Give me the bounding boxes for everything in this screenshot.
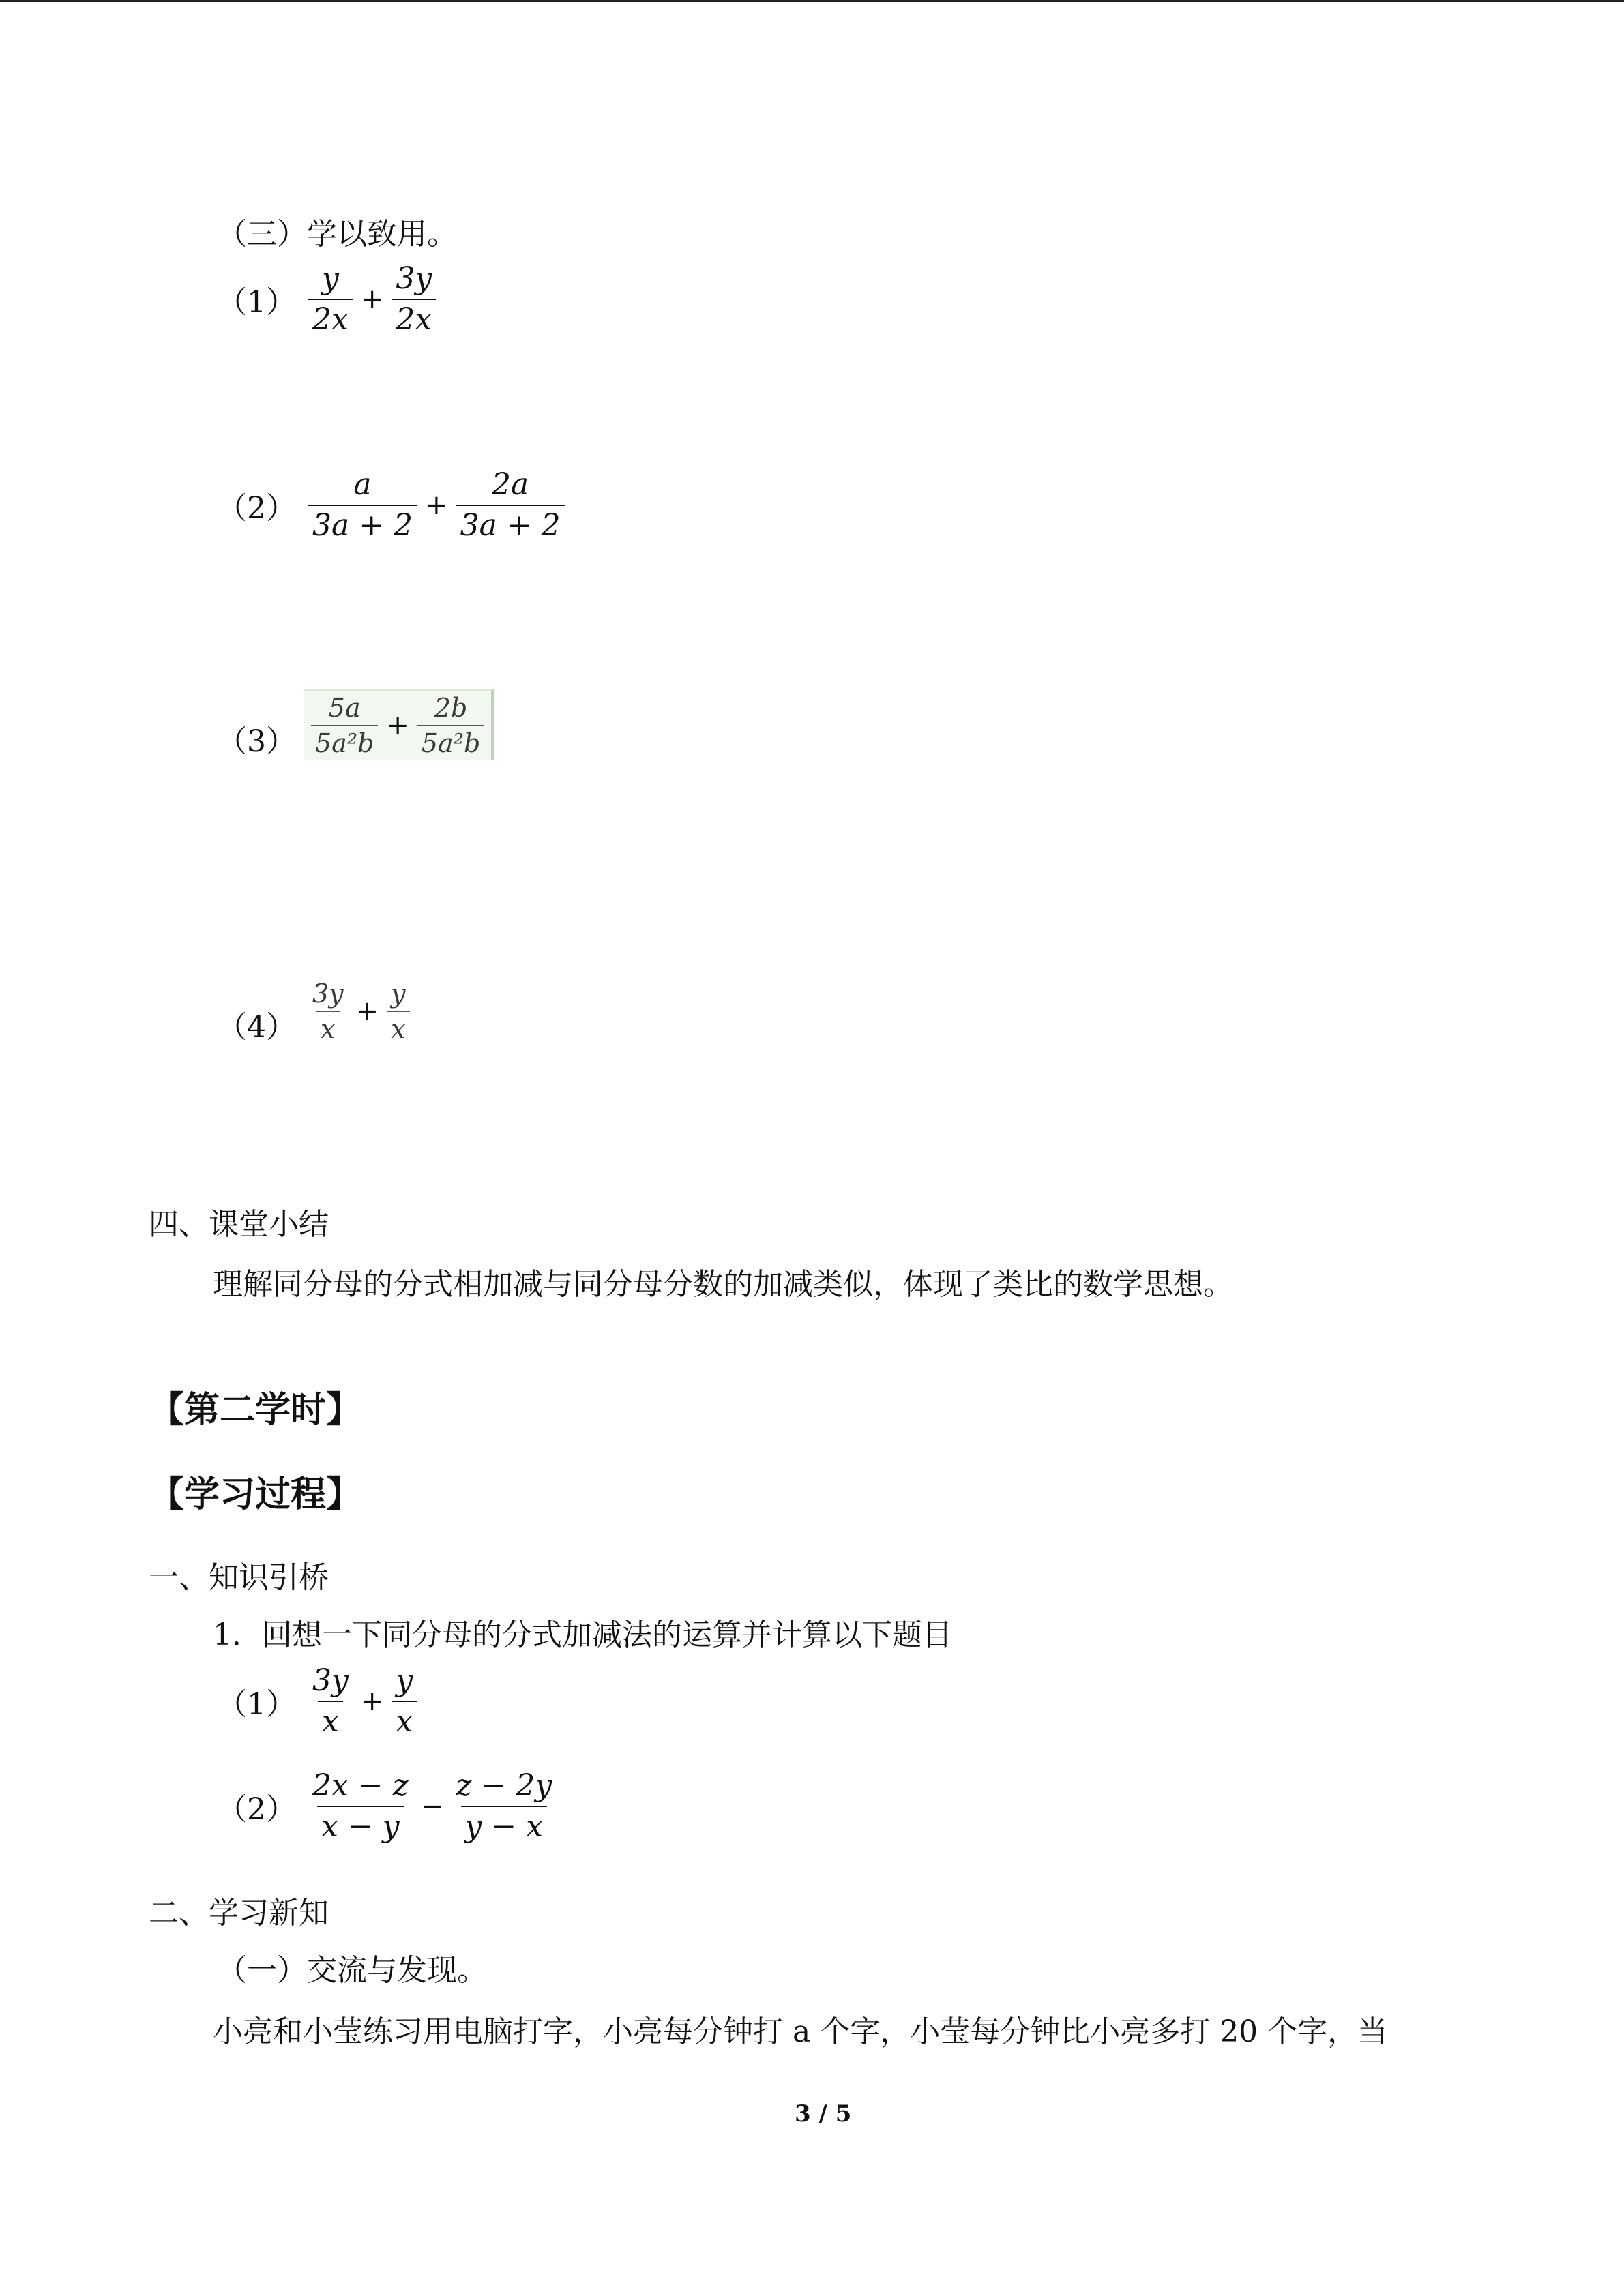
numerator: 2x − z [312, 1768, 409, 1803]
numerator: z − 2y [456, 1768, 552, 1803]
formula-image [304, 689, 494, 760]
denominator: 2x [392, 299, 436, 340]
numerator: 2a [491, 467, 529, 502]
fraction [304, 1661, 357, 1742]
exercise-3 [217, 689, 494, 760]
numerator: y [391, 979, 406, 1009]
review-2 [217, 1766, 560, 1847]
exercise-label: （3） [217, 724, 296, 759]
fraction [387, 1661, 421, 1742]
top-border [0, 0, 1624, 2]
fraction [304, 976, 352, 1046]
exercise-label: （2） [217, 491, 296, 526]
denominator: x − y [317, 1806, 404, 1847]
review-1 [217, 1661, 421, 1742]
denominator: 3a + 2 [308, 505, 417, 546]
numerator: 5a [328, 693, 361, 723]
denominator: 2x [308, 299, 353, 340]
exercise-label: （1） [217, 1687, 296, 1722]
page-number: 3 / 5 [795, 2100, 852, 2128]
fraction [304, 465, 421, 546]
operator: − [420, 1791, 444, 1822]
exercise-1 [217, 259, 440, 340]
fraction [387, 259, 440, 340]
numerator: 3y [312, 1663, 349, 1698]
fraction [304, 1766, 417, 1847]
operator: + [360, 284, 384, 315]
numerator: y [321, 261, 339, 296]
exercise-label: （1） [217, 285, 296, 320]
fraction [447, 1766, 560, 1847]
summary-heading: 四、课堂小结 [149, 1207, 329, 1242]
denominator: x [392, 1701, 417, 1742]
summary-text: 理解同分母的分式相加减与同分母分数的加减类似，体现了类比的数学思想。 [213, 1267, 1233, 1302]
bridge-intro: 1．回想一下同分母的分式加减法的运算并计算以下题目 [213, 1617, 952, 1652]
numerator: y [396, 1663, 413, 1698]
numerator: a [353, 467, 372, 502]
operator: + [386, 710, 409, 741]
exercise-2 [217, 465, 569, 546]
fraction [307, 691, 382, 760]
lesson2-heading: 【第二学时】 [149, 1390, 362, 1431]
operator: + [425, 490, 448, 521]
process-heading: 【学习过程】 [149, 1474, 362, 1515]
operator: + [360, 1686, 384, 1717]
denominator: 5a²b [311, 725, 378, 760]
denominator: 3a + 2 [456, 505, 565, 546]
exercise-4 [217, 976, 414, 1046]
denominator: x [318, 1701, 343, 1742]
bridge-heading: 一、知识引桥 [149, 1560, 329, 1595]
fraction [452, 465, 569, 546]
exercise-label: （4） [217, 1010, 296, 1045]
denominator: 5a²b [417, 725, 484, 760]
numerator: 3y [396, 261, 432, 296]
exchange-heading: （一）交流与发现。 [217, 1953, 487, 1988]
numerator: 2b [434, 693, 468, 723]
fraction [413, 691, 488, 760]
story-text: 小亮和小莹练习用电脑打字，小亮每分钟打 a 个字，小莹每分钟比小亮多打 20 个字，当 [213, 2014, 1388, 2049]
numerator: 3y [312, 979, 344, 1009]
operator: + [355, 996, 379, 1027]
denominator: y − x [461, 1806, 548, 1847]
section-apply-heading: （三）学以致用。 [217, 217, 457, 252]
fraction [304, 259, 357, 340]
exercise-label: （2） [217, 1792, 296, 1827]
denominator: x [316, 1011, 339, 1046]
fraction [383, 976, 413, 1046]
denominator: x [387, 1011, 409, 1046]
new-knowledge-heading: 二、学习新知 [149, 1896, 329, 1930]
